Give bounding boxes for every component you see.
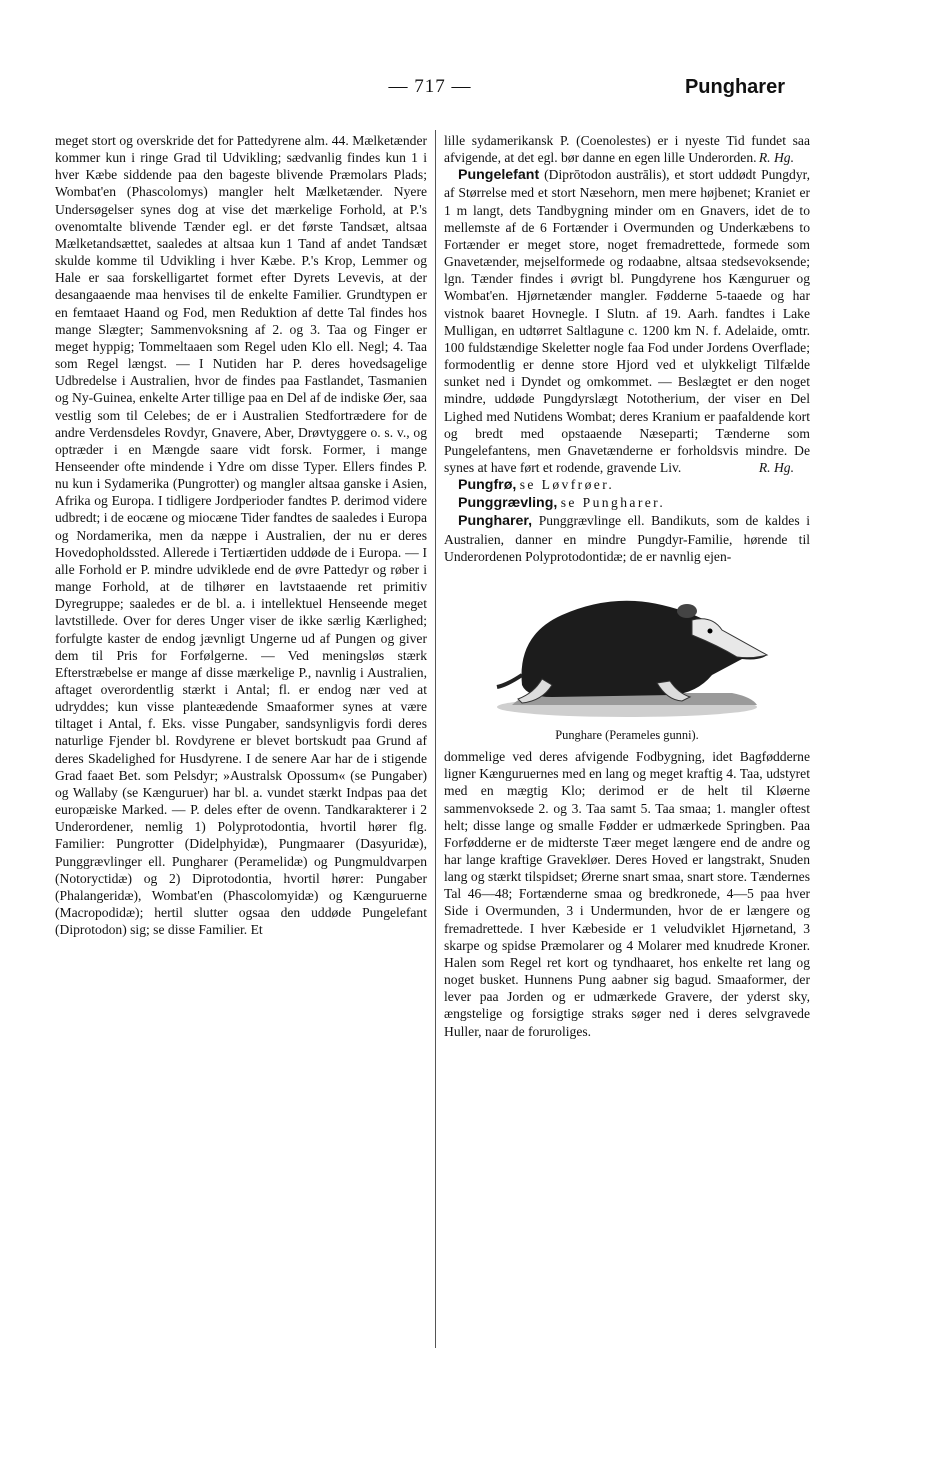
- figure-punghare: [444, 575, 810, 744]
- entry-body: Punggrævlinge ell. Bandikuts, som de kaldes i Australien, danner en mindre Pungdyr-Familie, hørende til Underordenen Polyprotodontidæ; de er navnlig ejen-: [444, 513, 810, 564]
- right-column: [444, 132, 810, 1040]
- entry-pungfro: [444, 476, 810, 494]
- left-column-text: meget stort og overskride det for Pattedyrene alm. 44. Mælketænder kommer kun i ringe Grad til Udvikling; sædvanlig findes kun 1 i hver Kæbe siddende paa den bageste blivende Præmolars Plads; Wombat'en (Phascolomys) mangler helt Mælketænder. Nyere Undersøgelser synes dog at vise det mærkelige Forhold, at P.'s ovenomtalte blivende Tænder egl. er det første Tandsæt, altsaa Mælketandsættet, saaledes at altsaa kun 1 Tand af andet Tandsæt skulde komme til Udvikling i hver Kæbe. P.'s Krop, Lemmer og Hale er saa forskelligartet formet efter Dyrets Levevis, at der desangaaende maa henvises til de enkelte Familier. Grundtypen er en femtaaet Haand og Fod, men Reduktion af dette Tal findes hos mange Slægter; Sammenvoksning af 2. og 3. Taa og Finger er meget hyppig; Tommeltaaen som Regel uden Klo ell. Negl; 4. Taa som Regel længst. — I Nutiden har P. deres hovedsagelige Udbredelse i Australien, hvor de findes paa Fastlandet, Tasmanien og Ny-Guinea, enkelte Arter tillige paa en Del af de indiske Øer, saa vestlig som til Celebes; de er i Australien Stedfortrædere for de andre Verdensdeles Rovdyr, Gnavere, Aber, Drøvtyggere o. s. v., og optræder i en Mængde saare vidt forsk. Former, i mange Henseender ofte mindende i Ydre om disse Typer. Ellers findes P. nu kun i Sydamerika (Pungrotter) og mangler altsaa ganske i Asien, Afrika og Europa. I tidligere Jordperioder fandtes P. derimod videre udbredt; i de eocæne og miocæne Tider fandtes de saaledes i Europa og Nordamerika, men da næppe i Australien, der nu er deres Hovedopholdssted. Allerede i Tertiærtiden uddøde de i Europa. — I alle Forhold er P. mindre udviklede end de øvre Pattedyr og røber i mange Forhold, at de tilhører en lavtstaaende ret primitiv Dyregruppe; saaledes er de bl. a. i intellektuel Henseende meget lavtstillede. Over for deres Unger viser de ikke særlig Kærlighed; forfulgte kaster de endog jævnligt Ungerne ud af Pungen og giver dem til Pris for Forfølgerne. — Ved meningsløs stærk Efterstræbelse er mange af disse mærkelige P., navnlig i Australien, aftaget overordentlig stærkt i Antal; fl. er endog nær ved at udryddes; kun visse planteædende Smaaformer synes at være tiltaget i Antal, f. Eks. visse Pungaber, sandsynligvis fordi deres naturlige Fjender bl. Rovdyrene er blevet bortskudt paa Grund af deres Skadelighed for Husdyrene. I de senere Aar har de i stigende Grad faaet Bet. som Pelsdyr; »Australsk Opossum« (se Pungaber) og Wallaby (se Kænguruer) har bl. a. vundet stærkt Indpas paa det europæiske Marked. — P. deles efter de ovenn. Tandkarakterer i 2 Underordener, nemlig 1) Polyprotodontia, hvortil hører flg. Familier: Pungrotter (Didelphyidæ), Pungmaarer (Dasyuridæ), Punggrævlinger ell. Pungharer (Peramelidæ) og Pungmuldvarpen (Notoryctidæ) og 2) Diprotodontia, hvortil hører: Pungaber (Phalangeridæ), Wombat'en (Phascolomyidæ) og Kænguruerne (Macropodidæ); hertil slutter ogsaa den uddøde Pungelefant (Diprotodon) sig; se disse Familier. Et: [55, 133, 427, 938]
- headword: Punggrævling,: [458, 495, 558, 512]
- entry-body: se Pungharer.: [560, 495, 666, 511]
- entry-pungharer: [444, 512, 810, 564]
- headword: Pungfrø,: [458, 477, 517, 494]
- continuation-text: dommelige ved deres afvigende Fodbygning, idet Bagfødderne ligner Kænguruernes med en lang og meget kraftig 4. Taa, udstyret med en mægtig Klo; derimod er de helt til Kløerne sammenvoksede 2. og 3. Taa samt 5. Taa smaa; 1. mangler oftest helt; disse lange og smalle Fødder er udmærkede Springben. Paa Forfødderne er de midterste Tæer meget længere end de andre og har lange kraftige Gravekløer. Deres Hoved er langstrakt, Snuden lang og stærkt tilspidset; Ørerne snart smaa, snart store. Tændernes Tal 46—48; Fortænderne smaa og bredkronede, 4—5 paa hver Side i Overmunden, 3 i Undermunden, hvor de er længere og fremadrettede. I hver Kæbeside er 1 veludviklet Hjørnetand, 3 skarpe og spidse Præmolarer og 4 Molarer med knudrede Kroner. Halen som Regel ret kort og tyndhaaret, hos enkelte ret lang og noget busket. Hunnens Pung aabner sig bagud. Smaaformer, der lever paa Jorden og er udmærkede Gravere, der yderst sky, ængstelige og forsigtige straks søger ned i deres selvgravede Huller, naar de foruroliges.: [444, 749, 810, 1039]
- entry-pungelefant: [444, 166, 810, 476]
- entry-body: (Diprōtodon austrālis), et stort uddødt Pungdyr, af Størrelse med et stort Næsehorn, men mere højbenet; Kraniet er 1 m langt, dets Tandbygning minder om en Gnavers, idet de to mellemste af de 6 Fortænder i Overmunden og Underkæbens to Fortænder er meget store, noget fremadrettede, formede som Gnavetænder, mejselformede og rodaabne, altsaa stedsevoksende; lgn. Tænder findes i øvrigt bl. Pungdyrene hos Kænguruer og Wombat'en. Hjørnetænder mangler. Fødderne 5-taaede og har vistnok baaret Hovnegle. I Slutn. af 19. Aarh. fandtes i Lake Mulligan, en udtørret Saltlagune c. 1200 km N. f. Adelaide, omtr. 100 fuldstændige Skeletter nogle faa Fod under Jordens Overflade; formodentlig er denne store Hjord ved et ulykkeligt Tilfælde sunket ned i Dyndet og omkommet. — Beslægtet er den noget mindre, uddøde Pungdyrslægt Nototherium, der viser en Del Lighed med Nutidens Wombat; deres Kranium er paafaldende kort og bredt med opstaaende Næseparti; Tænderne som Pungelefantens, men Gnavetænderne er forholdsvis mindre. De synes at have ført et rodende, gravende Liv.: [444, 167, 810, 475]
- running-head: Pungharer: [684, 76, 785, 98]
- page-number: — 717 —: [388, 76, 472, 97]
- headword: Pungelefant: [458, 167, 540, 184]
- left-column: [55, 132, 427, 938]
- figure-caption: Punghare (Perameles gunni).: [555, 727, 699, 742]
- column-divider: [435, 130, 436, 1348]
- author-signature: R. Hg.: [758, 150, 794, 166]
- headword: Pungharer,: [458, 513, 533, 530]
- bandicoot-illustration: [482, 575, 772, 725]
- author-signature: R. Hg.: [758, 459, 794, 475]
- intro-text: lille sydamerikansk P. (Coenolestes) er i nyeste Tid fundet saa afvigende, at det egl. bør danne en egen lille Underorden.: [444, 133, 810, 166]
- entry-punggraevling: [444, 494, 810, 512]
- entry-body: se Løvfrøer.: [519, 477, 615, 493]
- intro-paragraph: [444, 132, 810, 166]
